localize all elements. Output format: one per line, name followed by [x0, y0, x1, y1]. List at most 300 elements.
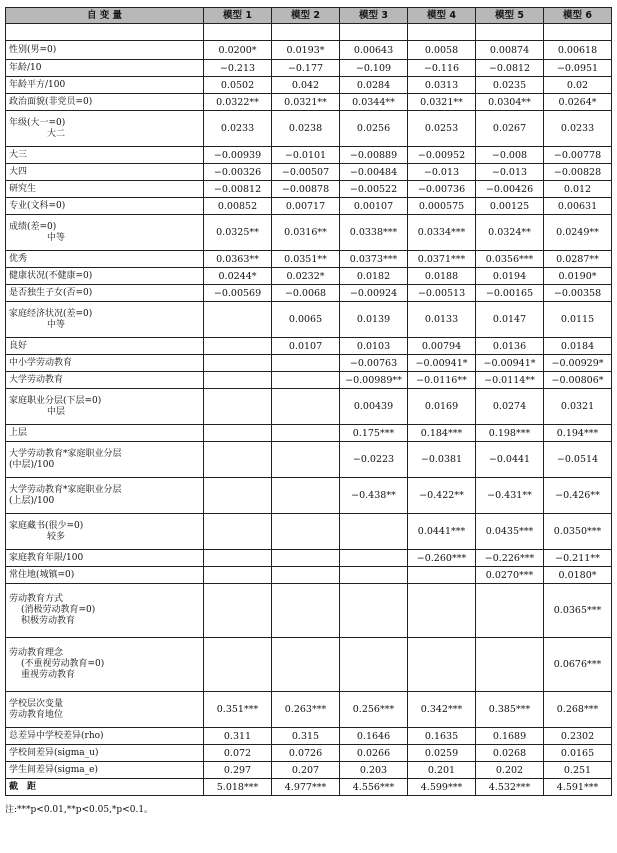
row-label: [6, 215, 204, 251]
row-label-main: 截 距: [9, 781, 37, 792]
cell-model-1: [204, 584, 272, 638]
cell-model-1: [204, 550, 272, 567]
table-row: [6, 584, 612, 638]
cell-model-6: −0.00828: [544, 164, 612, 181]
cell-model-1: [204, 425, 272, 442]
table-row: [6, 302, 612, 338]
cell-model-4: [408, 584, 476, 638]
cell-model-2: 0.0321**: [272, 94, 340, 111]
cell-model-6: 0.194***: [544, 425, 612, 442]
table-row: [6, 692, 612, 728]
row-label: [6, 692, 204, 728]
cell-model-1: 0.351***: [204, 692, 272, 728]
cell-model-6: 0.0184: [544, 338, 612, 355]
row-label: [6, 164, 204, 181]
table-row: [6, 147, 612, 164]
row-label: [6, 425, 204, 442]
table-row: [6, 478, 612, 514]
cell-model-6: 0.268***: [544, 692, 612, 728]
table-row: [6, 251, 612, 268]
cell-model-6: 0.00631: [544, 198, 612, 215]
row-label: [6, 638, 204, 692]
cell-model-3: 0.0139: [340, 302, 408, 338]
header-model-4: 模型 4: [408, 8, 476, 24]
cell-model-1: [204, 338, 272, 355]
cell-model-5: [476, 24, 544, 41]
table-body: [6, 24, 612, 796]
row-label: [6, 355, 204, 372]
cell-model-2: −0.177: [272, 60, 340, 77]
row-label-main: 家庭教育年限/100: [9, 552, 84, 563]
row-label-main: 大三: [9, 149, 28, 160]
cell-model-6: −0.211**: [544, 550, 612, 567]
cell-model-4: −0.0116**: [408, 372, 476, 389]
cell-model-2: 0.207: [272, 762, 340, 779]
cell-model-5: 0.0147: [476, 302, 544, 338]
row-label-main: 年龄/10: [9, 62, 42, 73]
cell-model-6: 0.0249**: [544, 215, 612, 251]
row-label-main: 年龄平方/100: [9, 79, 66, 90]
cell-model-3: 0.0338***: [340, 215, 408, 251]
table-row: [6, 442, 612, 478]
cell-model-4: 0.0169: [408, 389, 476, 425]
cell-model-2: 0.0726: [272, 745, 340, 762]
cell-model-4: 0.201: [408, 762, 476, 779]
cell-model-3: 0.0344**: [340, 94, 408, 111]
cell-model-4: [408, 24, 476, 41]
row-label: [6, 550, 204, 567]
row-label: [6, 24, 204, 41]
cell-model-4: −0.00736: [408, 181, 476, 198]
cell-model-6: 0.02: [544, 77, 612, 94]
table-row: [6, 728, 612, 745]
cell-model-5: 0.00125: [476, 198, 544, 215]
cell-model-4: −0.116: [408, 60, 476, 77]
cell-model-2: 0.0351**: [272, 251, 340, 268]
cell-model-5: 0.0235: [476, 77, 544, 94]
cell-model-3: [340, 638, 408, 692]
cell-model-2: [272, 425, 340, 442]
table-row: [6, 389, 612, 425]
row-label-sub: 较多: [47, 531, 66, 542]
cell-model-2: [272, 478, 340, 514]
cell-model-3: −0.00924: [340, 285, 408, 302]
header-model-1: 模型 1: [204, 8, 272, 24]
row-label: [6, 372, 204, 389]
cell-model-5: 0.00874: [476, 41, 544, 60]
cell-model-2: 0.0316**: [272, 215, 340, 251]
row-label-sub: 大二: [47, 128, 66, 139]
cell-model-4: 0.0313: [408, 77, 476, 94]
row-label: [6, 302, 204, 338]
row-label-main: 研究生: [9, 183, 37, 194]
cell-model-2: 0.315: [272, 728, 340, 745]
cell-model-2: [272, 372, 340, 389]
row-label: [6, 728, 204, 745]
row-label: [6, 198, 204, 215]
cell-model-3: 4.556***: [340, 779, 408, 796]
table-row: [6, 425, 612, 442]
table-row: [6, 215, 612, 251]
cell-model-6: −0.00358: [544, 285, 612, 302]
row-label-main: 专业(文科=0): [9, 200, 66, 211]
header-variable: 自 变 量: [6, 8, 204, 24]
cell-model-4: 0.0371***: [408, 251, 476, 268]
row-label-main: 大四: [9, 166, 28, 177]
cell-model-1: −0.00569: [204, 285, 272, 302]
row-label-sub: 中层: [47, 406, 66, 417]
cell-model-1: −0.00326: [204, 164, 272, 181]
cell-model-4: 0.0188: [408, 268, 476, 285]
row-label-main: 良好: [9, 340, 28, 351]
cell-model-2: [272, 24, 340, 41]
cell-model-1: −0.213: [204, 60, 272, 77]
cell-model-3: −0.109: [340, 60, 408, 77]
row-label: [6, 779, 204, 796]
cell-model-5: −0.013: [476, 164, 544, 181]
cell-model-2: [272, 389, 340, 425]
cell-model-2: [272, 567, 340, 584]
cell-model-3: −0.00989**: [340, 372, 408, 389]
table-row: [6, 285, 612, 302]
cell-model-1: [204, 355, 272, 372]
cell-model-3: −0.00484: [340, 164, 408, 181]
cell-model-5: 0.0304**: [476, 94, 544, 111]
cell-model-2: 0.0107: [272, 338, 340, 355]
cell-model-3: −0.00889: [340, 147, 408, 164]
cell-model-4: −0.00941*: [408, 355, 476, 372]
cell-model-6: 0.0350***: [544, 514, 612, 550]
cell-model-2: 0.0238: [272, 111, 340, 147]
cell-model-6: 0.0115: [544, 302, 612, 338]
row-label: [6, 147, 204, 164]
cell-model-2: −0.00878: [272, 181, 340, 198]
table-row: [6, 24, 612, 41]
cell-model-3: 0.0256: [340, 111, 408, 147]
cell-model-1: 0.00852: [204, 198, 272, 215]
row-label-sub: 中等: [47, 319, 66, 330]
cell-model-2: 0.042: [272, 77, 340, 94]
row-label: [6, 442, 204, 478]
table-row: [6, 198, 612, 215]
table-row: [6, 77, 612, 94]
row-label-main: 政治面貌(非党员=0): [9, 96, 93, 107]
cell-model-5: 0.0268: [476, 745, 544, 762]
row-label: [6, 94, 204, 111]
cell-model-1: 0.0233: [204, 111, 272, 147]
cell-model-1: −0.00939: [204, 147, 272, 164]
row-label-main: 大学劳动教育*家庭职业分层: [9, 448, 122, 459]
cell-model-3: [340, 567, 408, 584]
cell-model-2: 4.977***: [272, 779, 340, 796]
cell-model-4: 4.599***: [408, 779, 476, 796]
cell-model-6: −0.00929*: [544, 355, 612, 372]
cell-model-2: [272, 355, 340, 372]
cell-model-1: [204, 389, 272, 425]
row-label-sub: 劳动教育地位: [9, 709, 64, 720]
row-label: [6, 41, 204, 60]
cell-model-3: 0.0266: [340, 745, 408, 762]
row-label-sub: (上层)/100: [9, 495, 55, 506]
row-label-main: 劳动教育方式: [9, 594, 64, 604]
table-row: [6, 94, 612, 111]
header-model-3: 模型 3: [340, 8, 408, 24]
header-model-5: 模型 5: [476, 8, 544, 24]
row-label-main: 常住地(城镇=0): [9, 569, 75, 580]
cell-model-1: 5.018***: [204, 779, 272, 796]
row-label-main: 学校间差异(sigma_u): [9, 747, 99, 758]
cell-model-5: −0.00941*: [476, 355, 544, 372]
cell-model-2: 0.0232*: [272, 268, 340, 285]
cell-model-6: −0.0514: [544, 442, 612, 478]
cell-model-1: [204, 372, 272, 389]
cell-model-2: [272, 638, 340, 692]
regression-table: [5, 7, 612, 796]
header-row: [6, 8, 612, 24]
row-label-main: 上层: [9, 427, 28, 438]
cell-model-3: [340, 24, 408, 41]
cell-model-3: 0.1646: [340, 728, 408, 745]
table-row: [6, 638, 612, 692]
cell-model-4: 0.342***: [408, 692, 476, 728]
cell-model-6: 0.00618: [544, 41, 612, 60]
cell-model-2: 0.0193*: [272, 41, 340, 60]
cell-model-5: −0.431**: [476, 478, 544, 514]
cell-model-3: 0.00107: [340, 198, 408, 215]
cell-model-6: 0.2302: [544, 728, 612, 745]
cell-model-3: 0.0284: [340, 77, 408, 94]
row-label: [6, 181, 204, 198]
row-label-main: 成绩(差=0): [9, 221, 57, 232]
cell-model-1: [204, 567, 272, 584]
cell-model-5: −0.226***: [476, 550, 544, 567]
table-row: [6, 745, 612, 762]
table-row: [6, 60, 612, 77]
cell-model-5: −0.008: [476, 147, 544, 164]
cell-model-4: −0.00952: [408, 147, 476, 164]
table-row: [6, 338, 612, 355]
cell-model-6: −0.0951: [544, 60, 612, 77]
row-label-main: 学校层次变量: [9, 698, 64, 709]
cell-model-3: −0.00763: [340, 355, 408, 372]
cell-model-2: [272, 584, 340, 638]
row-label-sub: (中层)/100: [9, 459, 55, 470]
cell-model-6: [544, 24, 612, 41]
cell-model-6: 0.012: [544, 181, 612, 198]
cell-model-1: [204, 302, 272, 338]
cell-model-4: 0.0133: [408, 302, 476, 338]
cell-model-1: 0.0322**: [204, 94, 272, 111]
cell-model-4: 0.00794: [408, 338, 476, 355]
cell-model-2: 0.263***: [272, 692, 340, 728]
cell-model-2: [272, 442, 340, 478]
row-label-sub2: 积极劳动教育: [21, 616, 76, 626]
cell-model-1: 0.0502: [204, 77, 272, 94]
cell-model-5: −0.0812: [476, 60, 544, 77]
cell-model-4: [408, 567, 476, 584]
cell-model-4: 0.0259: [408, 745, 476, 762]
cell-model-1: −0.00812: [204, 181, 272, 198]
cell-model-1: 0.0244*: [204, 268, 272, 285]
cell-model-4: 0.0321**: [408, 94, 476, 111]
cell-model-1: 0.0325**: [204, 215, 272, 251]
row-label-sub: (不重视劳动教育=0): [21, 659, 105, 669]
cell-model-1: [204, 478, 272, 514]
cell-model-6: −0.00778: [544, 147, 612, 164]
cell-model-2: −0.00507: [272, 164, 340, 181]
cell-model-6: 0.0321: [544, 389, 612, 425]
row-label: [6, 60, 204, 77]
row-label: [6, 111, 204, 147]
cell-model-4: 0.0253: [408, 111, 476, 147]
table-row: [6, 514, 612, 550]
cell-model-2: [272, 550, 340, 567]
cell-model-1: 0.0200*: [204, 41, 272, 60]
cell-model-5: 0.0270***: [476, 567, 544, 584]
cell-model-3: 0.175***: [340, 425, 408, 442]
cell-model-2: 0.0065: [272, 302, 340, 338]
cell-model-4: −0.013: [408, 164, 476, 181]
cell-model-6: 0.0233: [544, 111, 612, 147]
cell-model-2: −0.0101: [272, 147, 340, 164]
cell-model-5: −0.00426: [476, 181, 544, 198]
cell-model-5: 0.385***: [476, 692, 544, 728]
cell-model-6: 0.0190*: [544, 268, 612, 285]
cell-model-5: [476, 584, 544, 638]
cell-model-1: [204, 24, 272, 41]
cell-model-6: 0.0287**: [544, 251, 612, 268]
cell-model-6: 0.0264*: [544, 94, 612, 111]
cell-model-4: 0.0334***: [408, 215, 476, 251]
cell-model-3: 0.00439: [340, 389, 408, 425]
cell-model-5: 0.202: [476, 762, 544, 779]
table-row: [6, 762, 612, 779]
cell-model-3: [340, 550, 408, 567]
cell-model-2: −0.0068: [272, 285, 340, 302]
row-label-main: 年级(大一=0): [9, 117, 66, 128]
cell-model-5: −0.0114**: [476, 372, 544, 389]
cell-model-4: [408, 638, 476, 692]
cell-model-4: 0.0441***: [408, 514, 476, 550]
cell-model-2: 0.00717: [272, 198, 340, 215]
cell-model-5: 0.0356***: [476, 251, 544, 268]
row-label: [6, 268, 204, 285]
table-row: [6, 181, 612, 198]
table-row: [6, 41, 612, 60]
row-label-main: 性别(男=0): [9, 44, 57, 55]
row-label: [6, 567, 204, 584]
cell-model-3: 0.203: [340, 762, 408, 779]
cell-model-5: 0.0435***: [476, 514, 544, 550]
cell-model-1: [204, 638, 272, 692]
table-row: [6, 550, 612, 567]
cell-model-5: −0.00165: [476, 285, 544, 302]
cell-model-6: −0.00806*: [544, 372, 612, 389]
row-label: [6, 745, 204, 762]
row-label: [6, 478, 204, 514]
cell-model-3: 0.0182: [340, 268, 408, 285]
cell-model-6: 0.0365***: [544, 584, 612, 638]
row-label-sub: 中等: [47, 232, 66, 243]
table-row: [6, 372, 612, 389]
row-label-main: 学生间差异(sigma_e): [9, 764, 99, 775]
row-label: [6, 514, 204, 550]
table-row: [6, 779, 612, 796]
cell-model-1: [204, 514, 272, 550]
cell-model-1: 0.0363**: [204, 251, 272, 268]
row-label-sub: (消极劳动教育=0): [21, 605, 96, 615]
cell-model-6: 0.0165: [544, 745, 612, 762]
row-label-main: 大学劳动教育*家庭职业分层: [9, 484, 122, 495]
row-label-main: 优秀: [9, 253, 28, 264]
cell-model-1: 0.072: [204, 745, 272, 762]
cell-model-4: −0.260***: [408, 550, 476, 567]
cell-model-3: [340, 584, 408, 638]
table-row: [6, 567, 612, 584]
cell-model-4: 0.000575: [408, 198, 476, 215]
cell-model-3: −0.0223: [340, 442, 408, 478]
row-label-main: 家庭经济状况(差=0): [9, 308, 93, 319]
cell-model-1: 0.311: [204, 728, 272, 745]
cell-model-5: [476, 638, 544, 692]
cell-model-5: 0.0274: [476, 389, 544, 425]
row-label: [6, 762, 204, 779]
cell-model-3: 0.0373***: [340, 251, 408, 268]
cell-model-5: 0.0194: [476, 268, 544, 285]
row-label: [6, 389, 204, 425]
table-row: [6, 268, 612, 285]
cell-model-6: 0.251: [544, 762, 612, 779]
row-label: [6, 251, 204, 268]
cell-model-3: 0.256***: [340, 692, 408, 728]
significance-note: 注:***p<0.01,**p<0.05,*p<0.1。: [5, 805, 154, 815]
row-label: [6, 584, 204, 638]
cell-model-6: 0.0180*: [544, 567, 612, 584]
cell-model-4: 0.0058: [408, 41, 476, 60]
cell-model-1: 0.297: [204, 762, 272, 779]
row-label-main: 总差异中学校差异(rho): [9, 730, 104, 741]
cell-model-1: [204, 442, 272, 478]
cell-model-6: −0.426**: [544, 478, 612, 514]
cell-model-5: 0.198***: [476, 425, 544, 442]
row-label: [6, 338, 204, 355]
cell-model-3: −0.438**: [340, 478, 408, 514]
cell-model-5: 4.532***: [476, 779, 544, 796]
header-model-6: 模型 6: [544, 8, 612, 24]
table-row: [6, 111, 612, 147]
table-row: [6, 355, 612, 372]
table-row: [6, 164, 612, 181]
cell-model-6: 0.0676***: [544, 638, 612, 692]
row-label: [6, 77, 204, 94]
row-label-main: 家庭职业分层(下层=0): [9, 395, 102, 406]
cell-model-3: [340, 514, 408, 550]
cell-model-4: −0.0381: [408, 442, 476, 478]
row-label: [6, 285, 204, 302]
cell-model-2: [272, 514, 340, 550]
row-label-main: 大学劳动教育: [9, 374, 64, 385]
row-label-main: 是否独生子女(否=0): [9, 287, 93, 298]
row-label-main: 家庭藏书(很少=0): [9, 520, 84, 531]
cell-model-5: 0.0136: [476, 338, 544, 355]
cell-model-3: 0.00643: [340, 41, 408, 60]
row-label-main: 劳动教育理念: [9, 648, 64, 658]
row-label-sub2: 重视劳动教育: [21, 670, 76, 680]
cell-model-4: −0.00513: [408, 285, 476, 302]
regression-table-container: [5, 7, 611, 815]
cell-model-5: 0.0324**: [476, 215, 544, 251]
header-model-2: 模型 2: [272, 8, 340, 24]
